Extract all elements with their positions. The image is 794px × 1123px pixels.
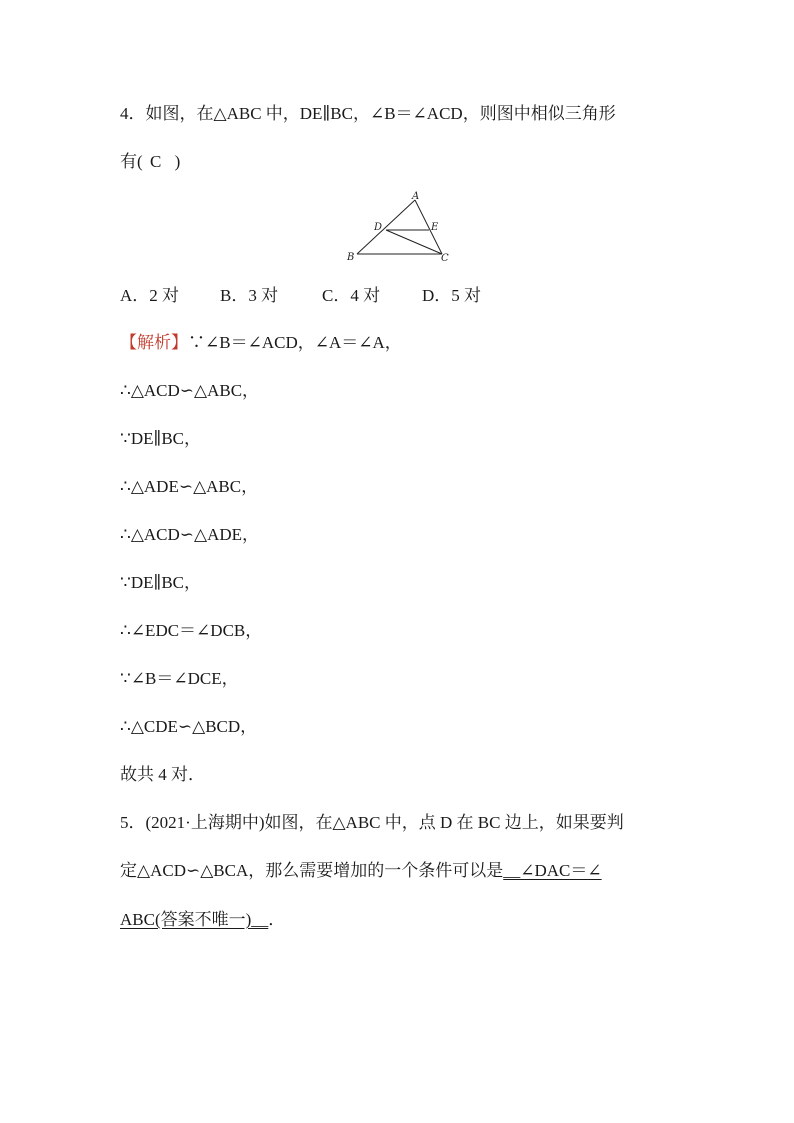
q4-option-d: D．5 对 [422, 286, 482, 305]
segment-dc [386, 230, 442, 254]
q4-analysis-line: ∴△CDE∽△BCD， [120, 717, 258, 736]
q4-analysis-line: ∵∠B＝∠DCE， [120, 669, 239, 688]
q4-option-b: B．3 对 [220, 286, 279, 305]
q4-stem-line1: 4．如图，在△ABC 中，DE∥BC，∠B＝∠ACD，则图中相似三角形 [120, 104, 616, 123]
side-ab [357, 200, 415, 254]
q5-line2 [120, 859, 602, 883]
q5-line3-suffix: ． [268, 910, 286, 929]
analysis-tag: 【解析】 [120, 333, 188, 352]
q4-option-c: C．4 对 [322, 286, 381, 305]
q5-line1: 5．(2021·上海期中)如图，在△ABC 中，点 D 在 BC 边上，如果要判 [120, 813, 624, 832]
q4-analysis-line: ∴∠EDC＝∠DCB， [120, 621, 263, 640]
q5-answer-part2: ABC(答案不唯一)__ [120, 910, 269, 929]
triangle-figure [340, 190, 460, 265]
q4-analysis-line: ∵DE∥BC， [120, 573, 202, 592]
q4-answer: C [150, 152, 162, 171]
q5-answer-part1: __∠DAC＝∠ [503, 861, 602, 880]
label-c: C [441, 253, 449, 264]
label-d: D [374, 222, 383, 233]
q4-analysis-conclusion: 故共 4 对． [120, 765, 205, 784]
label-b: B [347, 252, 355, 263]
q5-line3 [120, 908, 285, 932]
q5-line2-text: 定△ACD∽△BCA，那么需要增加的一个条件可以是 [120, 861, 504, 880]
q4-stem-suffix: ) [174, 152, 181, 171]
q4-stem-line2 [120, 150, 180, 174]
analysis-first-text: ∵∠B＝∠ACD，∠A＝∠A， [188, 333, 402, 352]
q4-analysis-line: ∴△ACD∽△ABC， [120, 381, 260, 400]
q4-analysis-line: ∴△ACD∽△ADE， [120, 525, 260, 544]
label-a: A [412, 191, 420, 202]
q4-stem-prefix: 有( [120, 152, 143, 171]
q4-analysis-first [120, 331, 402, 355]
label-e: E [431, 222, 439, 233]
q4-option-a: A．2 对 [120, 286, 180, 305]
q4-analysis-line: ∵DE∥BC， [120, 429, 202, 448]
q4-analysis-line: ∴△ADE∽△ABC， [120, 477, 259, 496]
